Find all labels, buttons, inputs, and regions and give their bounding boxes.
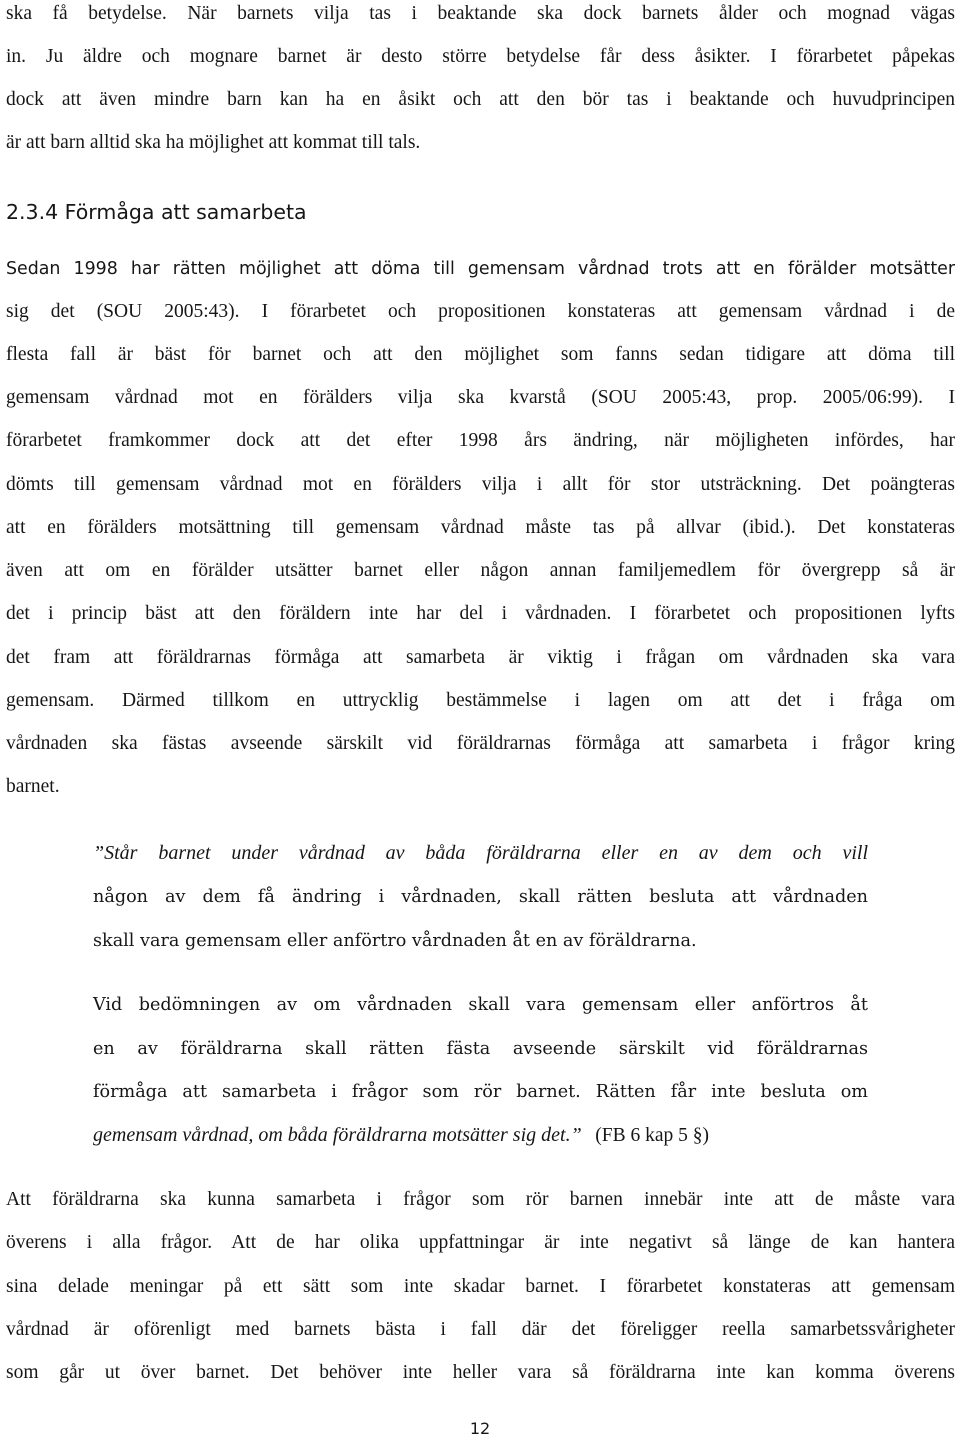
- quote-line-2: någon av dem få ändring i vårdnaden, skall rätten besluta att vårdnaden: [93, 887, 868, 907]
- section-line-13: barnet.: [6, 776, 60, 797]
- intro-line-3: dock att även mindre barn kan ha en åsikt och att den bör tas i beaktande och huvudprincipen: [6, 89, 955, 110]
- intro-line-4: är att barn alltid ska ha möjlighet att kommat till tals.: [6, 132, 421, 153]
- quote-line-7: [93, 1122, 709, 1149]
- quote-italic-end: gemensam vårdnad, om båda föräldrarna motsätter sig det.”: [93, 1124, 582, 1146]
- section-line-3: flesta fall är bäst för barnet och att den möjlighet som fanns sedan tidigare att döma till: [6, 344, 955, 365]
- section-line-11: gemensam. Därmed tillkom en uttrycklig bestämmelse i lagen om att det i fråga om: [6, 690, 955, 711]
- closing-line-1: Att föräldrarna ska kunna samarbeta i frågor som rör barnen innebär inte att de måste vara: [6, 1189, 955, 1210]
- quote-line-4: Vid bedömningen av om vårdnaden skall vara gemensam eller anförtros åt: [93, 995, 868, 1015]
- intro-line-1: ska få betydelse. När barnets vilja tas i beaktande ska dock barnets ålder och mognad vägas: [6, 3, 955, 24]
- closing-line-3: sina delade meningar på ett sätt som inte skadar barnet. I förarbetet konstateras att gemensam: [6, 1276, 955, 1297]
- quote-line-6: förmåga att samarbeta i frågor som rör barnet. Rätten får inte besluta om: [93, 1082, 868, 1102]
- section-heading: 2.3.4 Förmåga att samarbeta: [6, 200, 307, 224]
- section-line-6: dömts till gemensam vårdnad mot en förälders vilja i allt för stor utsträckning. Det poängteras: [6, 474, 955, 495]
- section-line-5: förarbetet framkommer dock att det efter 1998 års ändring, när möjligheten infördes, har: [6, 430, 955, 451]
- closing-line-5: som går ut över barnet. Det behöver inte heller vara så föräldrarna inte kan komma överens: [6, 1362, 955, 1383]
- section-line-12: vårdnaden ska fästas avseende särskilt vid föräldrarnas förmåga att samarbeta i frågor kring: [6, 733, 955, 754]
- quote-line-1: ”Står barnet under vårdnad av båda föräldrarna eller en av dem och vill: [93, 842, 868, 864]
- section-line-7: att en förälders motsättning till gemensam vårdnad måste tas på allvar (ibid.). Det konstateras: [6, 517, 955, 538]
- section-line-9: det i princip bäst att den föräldern inte har del i vårdnaden. I förarbetet och propositionen lyfts: [6, 603, 955, 624]
- section-line-10: det fram att föräldrarnas förmåga att samarbeta är viktig i frågan om vårdnaden ska vara: [6, 647, 955, 668]
- closing-line-4: vårdnad är oförenligt med barnets bästa i fall där det föreligger reella samarbetssvårigheter: [6, 1319, 955, 1340]
- page-number: 12: [469, 1419, 491, 1438]
- section-line-4: gemensam vårdnad mot en förälders vilja ska kvarstå (SOU 2005:43, prop. 2005/06:99). I: [6, 387, 955, 408]
- intro-line-2: in. Ju äldre och mognare barnet är desto större betydelse får dess åsikter. I förarbetet påpekas: [6, 46, 955, 67]
- quote-citation: (FB 6 kap 5 §): [595, 1125, 710, 1146]
- closing-line-2: överens i alla frågor. Att de har olika uppfattningar är inte negativt så länge de kan hantera: [6, 1232, 955, 1253]
- quote-line-5: en av föräldrarna skall rätten fästa avseende särskilt vid föräldrarnas: [93, 1039, 868, 1059]
- section-line-8: även att om en förälder utsätter barnet eller någon annan familjemedlem för övergrepp så är: [6, 560, 955, 581]
- section-line-1: Sedan 1998 har rätten möjlighet att döma till gemensam vårdnad trots att en förälder motsätter: [6, 259, 955, 279]
- section-line-2: sig det (SOU 2005:43). I förarbetet och propositionen konstateras att gemensam vårdnad i de: [6, 301, 955, 322]
- quote-line-3: skall vara gemensam eller anförtro vårdnaden åt en av föräldrarna.: [93, 931, 697, 951]
